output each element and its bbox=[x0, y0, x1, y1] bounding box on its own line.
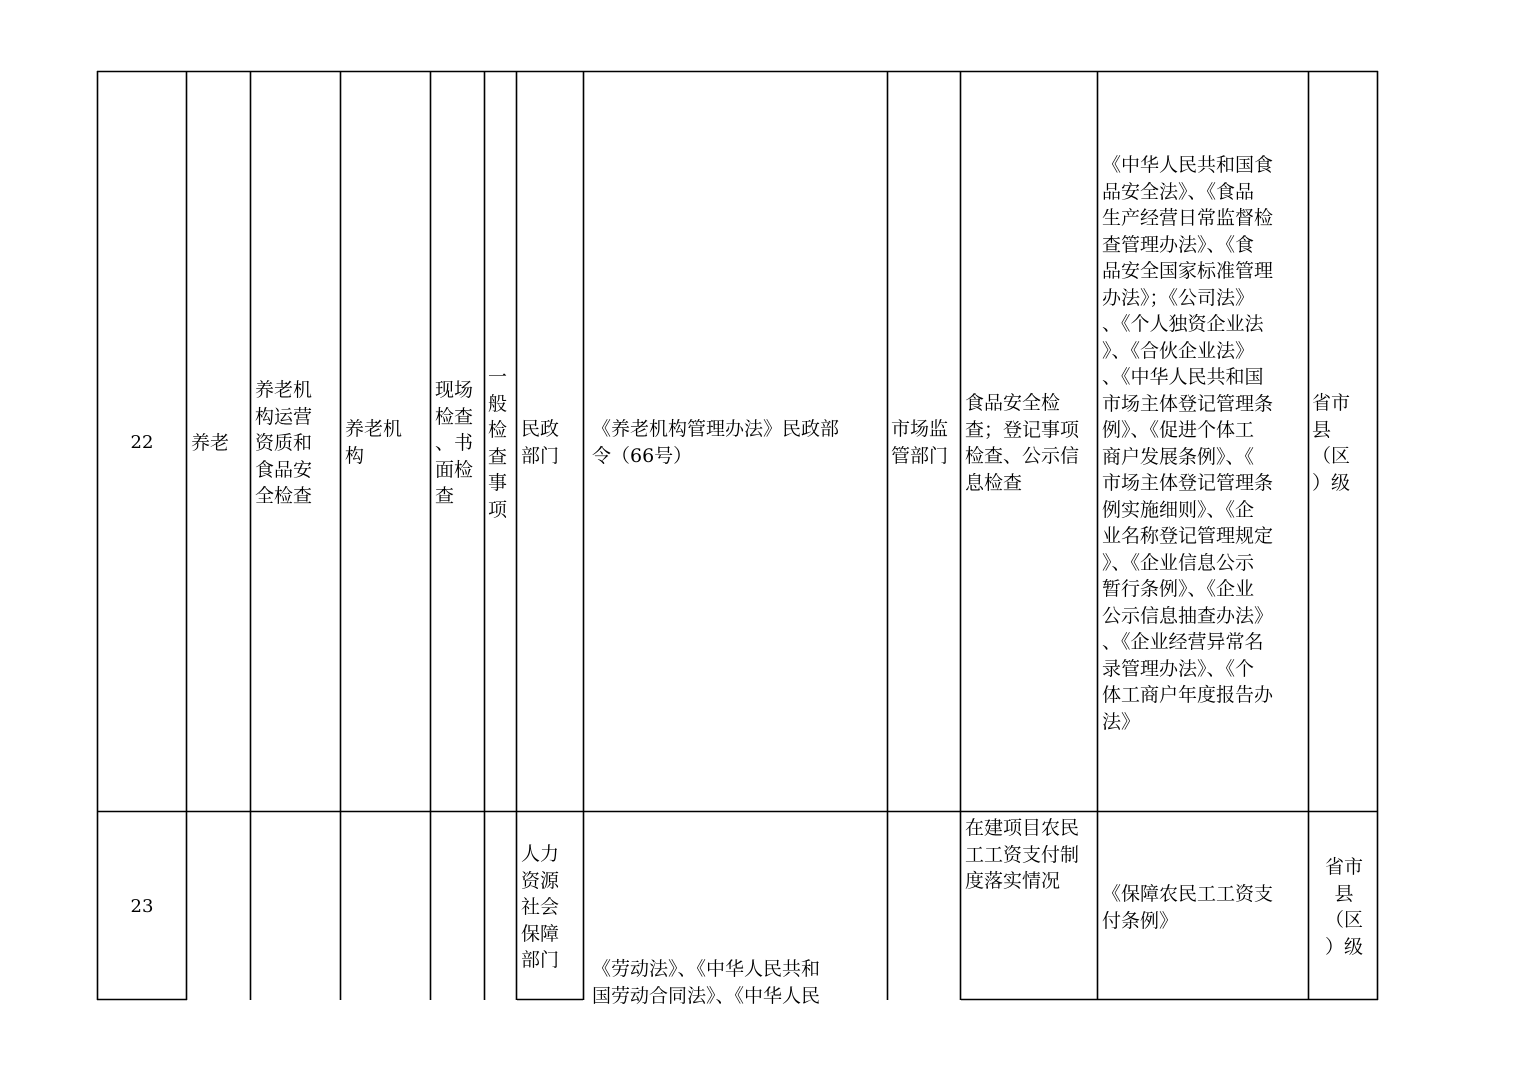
row-23-joint-basis: 《保障农民工工资支 付条例》 bbox=[1102, 883, 1274, 932]
row-22-legal-basis: 《养老机构管理办法》民政部 令（66号） bbox=[592, 418, 840, 467]
row-23-level: 省市 县 （区 ）级 bbox=[1324, 856, 1363, 958]
row-23-number: 23 bbox=[130, 896, 154, 917]
row-22-joint-basis: 《中华人民共和国食 品安全法》、《食品 生产经营日常监督检 查管理办法》、《食 品安全国家标准管理 办法》；《公司法》 、《个人独资企业法 》、《合伙企业法》 、《中华人民共和国 市场主体登记管理条 例》、《促进个体工 商户发展条例》、《 市场主体登记管理条 例实施细则》、《企 业名称登记管理规定 》、《企业信息公示 暂行条例》、《企业 公示信息抽查办法》 、《企业经营异常名 录管理办法》、《个 体工商户年度报告办 法》 bbox=[1102, 154, 1274, 733]
row-22-level: 省市 县 （区 ）级 bbox=[1312, 392, 1351, 494]
row-22-inspection-method: 现场 检查 、书 面检 查 bbox=[435, 379, 474, 507]
row-23-joint-item: 在建项目农民 工工资支付制 度落实情况 bbox=[965, 817, 1080, 892]
row-22-inspection-object: 养老机 构 bbox=[345, 418, 403, 467]
row-22-category: 养老 bbox=[191, 432, 230, 454]
row-23-legal-basis: 《劳动法》、《中华人民共和 国劳动合同法》、《中华人民 bbox=[592, 958, 821, 1007]
row-22-joint-item: 食品安全检 查；登记事项 检查、公示信 息检查 bbox=[965, 392, 1080, 494]
row-22-number: 22 bbox=[130, 432, 154, 453]
row-22-item-type: 一 般 检 查 事 项 bbox=[488, 366, 508, 521]
row-22-joint-department: 市场监 管部门 bbox=[891, 418, 949, 467]
row-23-legal-basis-clip bbox=[586, 950, 884, 1009]
row-22-inspection-item: 养老机 构运营 资质和 食品安 全检查 bbox=[255, 379, 313, 507]
row-22-department: 民政 部门 bbox=[521, 418, 560, 467]
row-23-department: 人力 资源 社会 保障 部门 bbox=[521, 843, 560, 971]
